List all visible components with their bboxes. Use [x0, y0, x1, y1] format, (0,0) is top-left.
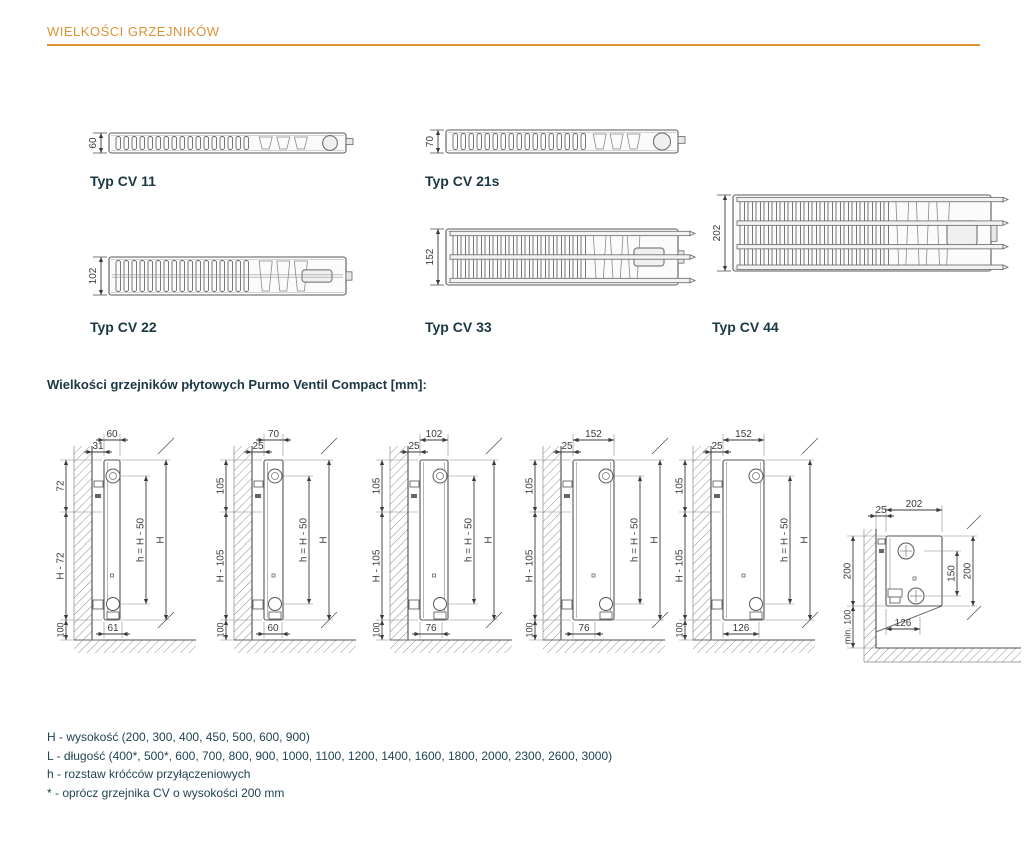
dim-label: 25 — [561, 441, 573, 452]
dim-label: 100 — [55, 622, 66, 638]
radiator-type-label: Typ CV 11 — [90, 173, 156, 189]
radiator-dimension-drawing — [513, 424, 673, 674]
dim-label: 76 — [425, 623, 437, 634]
dim-label: 31 — [92, 441, 104, 452]
technical-drawing — [83, 252, 368, 302]
dim-label: 25 — [252, 441, 264, 452]
dim-label: 105 — [524, 477, 536, 495]
legend-line-note: * - oprócz grzejnika CV o wysokości 200 mm — [47, 785, 285, 800]
legend-line-length: L - długość (400*, 500*, 600, 700, 800, 900, 1000, 1100, 1200, 1400, 1600, 1800, 2000, 2300, 2600, 3000) — [47, 748, 613, 763]
radiator-crosssection-drawing — [707, 190, 1013, 283]
dim-label: 105 — [215, 477, 227, 495]
dim-label: 60 — [267, 623, 279, 634]
dim-label: 100 — [674, 622, 685, 638]
dim-label: 76 — [578, 623, 590, 634]
dim-label: 200 — [962, 562, 974, 580]
title-underline — [47, 44, 980, 46]
dim-label: h = H - 50 — [135, 517, 147, 563]
dim-label: 100 — [215, 622, 226, 638]
dim-label: 100 — [524, 622, 535, 638]
dim-label: 102 — [425, 429, 443, 440]
dim-label: 70 — [425, 135, 436, 148]
dim-label: h = H - 50 — [629, 517, 641, 563]
radiator-dimension-drawing — [204, 424, 364, 674]
radiator-dimension-drawing — [44, 424, 204, 674]
dim-label: 60 — [106, 429, 118, 440]
radiator-type-label: Typ CV 21s — [425, 173, 500, 189]
dim-label: h = H - 50 — [463, 517, 475, 563]
dim-label: 60 — [88, 137, 99, 149]
dim-label: 202 — [712, 224, 723, 242]
technical-drawing — [44, 424, 204, 674]
dim-label: H — [483, 536, 495, 544]
radiator-crosssection-drawing — [83, 128, 368, 165]
radiator-crosssection-drawing — [420, 125, 700, 165]
dim-label: 152 — [735, 429, 752, 440]
dimension-legend — [47, 728, 612, 802]
dim-label: 126 — [732, 623, 750, 634]
dim-label: H — [318, 536, 330, 544]
dim-label: 25 — [408, 441, 420, 452]
radiator-dimension-drawing — [360, 424, 520, 674]
technical-drawing — [513, 424, 673, 674]
dim-label: 102 — [88, 267, 99, 285]
technical-drawing — [839, 477, 1027, 677]
dim-label: H — [649, 536, 661, 544]
dim-label: 72 — [55, 480, 67, 492]
dim-label: h = H - 50 — [298, 517, 310, 563]
legend-line-spacing: h - rozstaw króćców przyłączeniowych — [47, 767, 251, 781]
section-title: Wielkości grzejników płytowych Purmo Ventil Compact [mm]: — [47, 377, 427, 392]
technical-drawing — [420, 125, 700, 160]
page-title: WIELKOŚCI GRZEJNIKÓW — [47, 24, 220, 39]
dim-label: min. 100 — [842, 609, 853, 645]
dim-label: 126 — [894, 618, 912, 629]
radiator-crosssection-drawing — [83, 252, 368, 307]
technical-drawing — [707, 190, 1013, 278]
dim-label: 150 — [946, 565, 958, 582]
radiator-crosssection-drawing — [420, 224, 700, 297]
dim-label: 152 — [425, 248, 436, 266]
technical-drawing — [360, 424, 520, 674]
dim-label: h = H - 50 — [779, 517, 791, 563]
technical-drawing — [663, 424, 823, 674]
dim-label: H - 105 — [524, 549, 536, 583]
radiator-corner-dimension-drawing — [839, 477, 1027, 677]
dim-label: 70 — [267, 429, 280, 440]
radiator-dimension-drawing — [663, 424, 823, 674]
technical-drawing — [420, 224, 700, 292]
radiator-type-label: Typ CV 33 — [425, 319, 492, 335]
dim-label: 202 — [905, 499, 923, 510]
dim-label: 100 — [371, 622, 382, 638]
legend-line-height: H - wysokość (200, 300, 400, 450, 500, 600, 900) — [47, 730, 310, 744]
dim-label: H - 105 — [215, 549, 227, 583]
dim-label: 61 — [107, 623, 119, 634]
dim-label: 200 — [842, 562, 854, 580]
dim-label: 25 — [875, 505, 887, 516]
dim-label: H - 105 — [674, 549, 686, 583]
dim-label: H - 105 — [371, 549, 383, 583]
radiator-type-label: Typ CV 22 — [90, 319, 157, 335]
dim-label: 152 — [585, 429, 602, 440]
dim-label: 25 — [711, 441, 723, 452]
dim-label: 105 — [674, 477, 686, 495]
dim-label: H — [799, 536, 811, 544]
dim-label: 105 — [371, 477, 383, 495]
technical-drawing — [204, 424, 364, 674]
dim-label: H - 72 — [55, 552, 67, 580]
radiator-type-label: Typ CV 44 — [712, 319, 779, 335]
dim-label: H — [155, 536, 167, 544]
technical-drawing — [83, 128, 368, 160]
